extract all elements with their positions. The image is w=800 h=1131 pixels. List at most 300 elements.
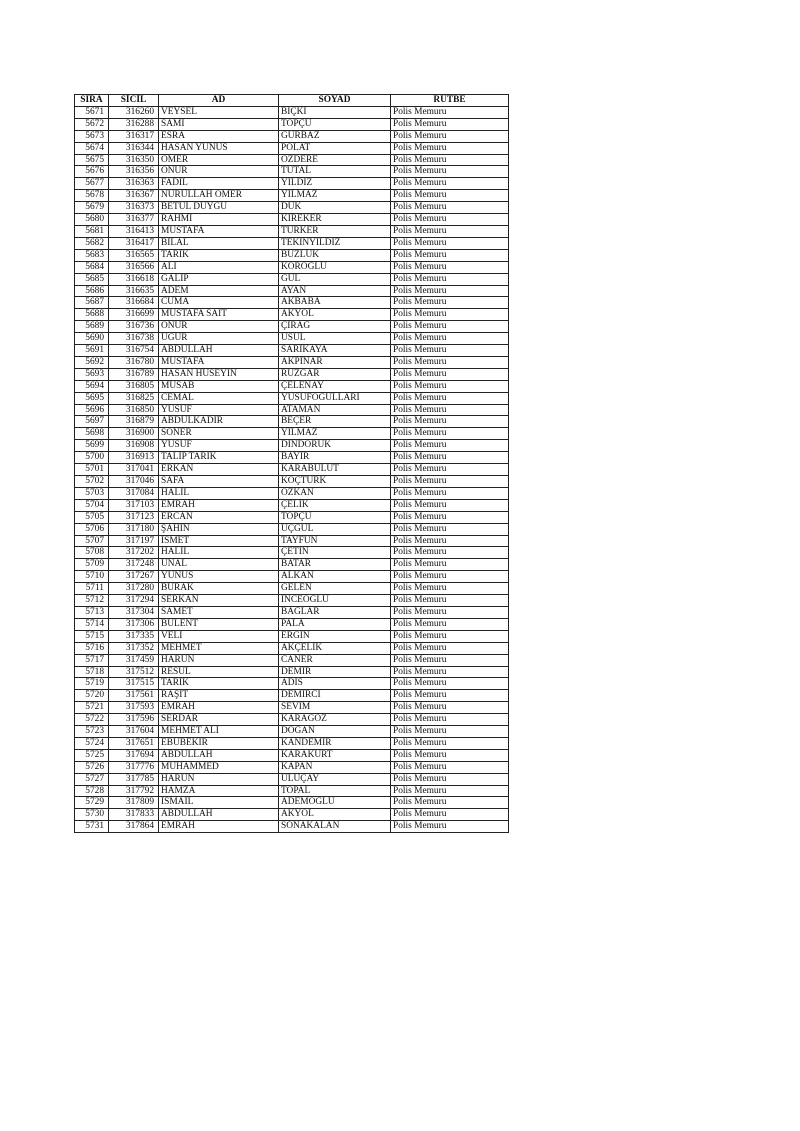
cell-sicil: 317792 [109, 785, 159, 797]
cell-sira: 5677 [75, 178, 109, 190]
table-row [75, 166, 509, 178]
cell-ad: MUSTAFA SAİT [159, 309, 279, 321]
cell-sira: 5675 [75, 154, 109, 166]
table-row [75, 356, 509, 368]
cell-sira: 5693 [75, 368, 109, 380]
cell-soyad: SONAKALAN [279, 821, 391, 833]
cell-sicil: 317604 [109, 726, 159, 738]
cell-soyad: TOPÇU [279, 118, 391, 130]
cell-sira: 5711 [75, 583, 109, 595]
cell-ad: ABDULKADİR [159, 416, 279, 428]
cell-sicil: 317280 [109, 583, 159, 595]
cell-ad: İSMAİL [159, 797, 279, 809]
table-row [75, 726, 509, 738]
table-row [75, 202, 509, 214]
table-row [75, 273, 509, 285]
cell-soyad: ÇETİN [279, 547, 391, 559]
cell-sira: 5725 [75, 749, 109, 761]
cell-sira: 5690 [75, 333, 109, 345]
cell-soyad: RÜZGAR [279, 368, 391, 380]
personnel-list-document [74, 94, 508, 833]
table-row [75, 499, 509, 511]
cell-sicil: 317561 [109, 690, 159, 702]
cell-sira: 5688 [75, 309, 109, 321]
header-rutbe: RÜTBE [391, 95, 509, 107]
cell-sira: 5685 [75, 273, 109, 285]
personnel-table [74, 94, 509, 833]
cell-sicil: 317294 [109, 595, 159, 607]
cell-ad: BÜLENT [159, 618, 279, 630]
cell-sicil: 317694 [109, 749, 159, 761]
cell-soyad: YILMAZ [279, 190, 391, 202]
cell-sira: 5695 [75, 392, 109, 404]
table-row [75, 214, 509, 226]
cell-rutbe: Polis Memuru [391, 178, 509, 190]
cell-sira: 5681 [75, 225, 109, 237]
cell-sicil: 317833 [109, 809, 159, 821]
cell-rutbe: Polis Memuru [391, 130, 509, 142]
cell-ad: SONER [159, 428, 279, 440]
cell-sira: 5687 [75, 297, 109, 309]
cell-sicil: 316344 [109, 142, 159, 154]
table-row [75, 678, 509, 690]
table-row [75, 225, 509, 237]
table-row [75, 535, 509, 547]
cell-soyad: TAYFUN [279, 535, 391, 547]
table-row [75, 345, 509, 357]
cell-rutbe: Polis Memuru [391, 368, 509, 380]
cell-rutbe: Polis Memuru [391, 309, 509, 321]
table-row [75, 630, 509, 642]
cell-soyad: YUSUFOĞULLARI [279, 392, 391, 404]
cell-sicil: 316635 [109, 285, 159, 297]
cell-sira: 5676 [75, 166, 109, 178]
cell-rutbe: Polis Memuru [391, 535, 509, 547]
cell-sira: 5715 [75, 630, 109, 642]
cell-rutbe: Polis Memuru [391, 749, 509, 761]
cell-rutbe: Polis Memuru [391, 737, 509, 749]
cell-rutbe: Polis Memuru [391, 345, 509, 357]
table-row [75, 642, 509, 654]
cell-sira: 5691 [75, 345, 109, 357]
cell-sira: 5710 [75, 571, 109, 583]
table-row [75, 380, 509, 392]
cell-rutbe: Polis Memuru [391, 690, 509, 702]
cell-soyad: TUTAL [279, 166, 391, 178]
cell-sicil: 317306 [109, 618, 159, 630]
cell-sicil: 317180 [109, 523, 159, 535]
cell-rutbe: Polis Memuru [391, 726, 509, 738]
table-row [75, 666, 509, 678]
table-row [75, 464, 509, 476]
cell-sira: 5699 [75, 440, 109, 452]
cell-ad: ONUR [159, 321, 279, 333]
cell-ad: YUSUF [159, 404, 279, 416]
cell-sira: 5674 [75, 142, 109, 154]
cell-soyad: ULUÇAY [279, 773, 391, 785]
table-header-row [75, 95, 509, 107]
cell-rutbe: Polis Memuru [391, 142, 509, 154]
cell-sira: 5730 [75, 809, 109, 821]
cell-rutbe: Polis Memuru [391, 249, 509, 261]
cell-soyad: DUK [279, 202, 391, 214]
cell-ad: SAMİ [159, 118, 279, 130]
cell-soyad: KOÇTÜRK [279, 476, 391, 488]
cell-ad: SERKAN [159, 595, 279, 607]
cell-rutbe: Polis Memuru [391, 559, 509, 571]
cell-sicil: 316780 [109, 356, 159, 368]
cell-sicil: 317776 [109, 761, 159, 773]
cell-rutbe: Polis Memuru [391, 761, 509, 773]
cell-sira: 5686 [75, 285, 109, 297]
cell-soyad: GELEN [279, 583, 391, 595]
cell-ad: CEMAL [159, 392, 279, 404]
cell-sicil: 317248 [109, 559, 159, 571]
cell-sicil: 316879 [109, 416, 159, 428]
cell-rutbe: Polis Memuru [391, 428, 509, 440]
cell-rutbe: Polis Memuru [391, 654, 509, 666]
cell-sicil: 317041 [109, 464, 159, 476]
cell-rutbe: Polis Memuru [391, 821, 509, 833]
cell-sicil: 316413 [109, 225, 159, 237]
cell-soyad: ÜÇGÜL [279, 523, 391, 535]
cell-rutbe: Polis Memuru [391, 237, 509, 249]
cell-sicil: 316754 [109, 345, 159, 357]
cell-rutbe: Polis Memuru [391, 452, 509, 464]
cell-soyad: DEMİR [279, 666, 391, 678]
cell-ad: BİLAL [159, 237, 279, 249]
cell-sira: 5722 [75, 714, 109, 726]
cell-ad: ÜNAL [159, 559, 279, 571]
cell-sicil: 316850 [109, 404, 159, 416]
cell-sira: 5714 [75, 618, 109, 630]
cell-soyad: DOĞAN [279, 726, 391, 738]
table-row [75, 737, 509, 749]
cell-soyad: KANDEMİR [279, 737, 391, 749]
cell-sira: 5701 [75, 464, 109, 476]
cell-ad: ABDULLAH [159, 345, 279, 357]
cell-rutbe: Polis Memuru [391, 476, 509, 488]
cell-ad: BURAK [159, 583, 279, 595]
cell-ad: HASAN YUNUS [159, 142, 279, 154]
cell-sicil: 316373 [109, 202, 159, 214]
cell-ad: HARUN [159, 654, 279, 666]
cell-soyad: BIÇKI [279, 106, 391, 118]
cell-rutbe: Polis Memuru [391, 225, 509, 237]
cell-sicil: 316377 [109, 214, 159, 226]
cell-rutbe: Polis Memuru [391, 618, 509, 630]
cell-ad: ALİ [159, 261, 279, 273]
cell-soyad: BEÇER [279, 416, 391, 428]
cell-sira: 5724 [75, 737, 109, 749]
cell-soyad: KÖROĞLU [279, 261, 391, 273]
cell-sicil: 317103 [109, 499, 159, 511]
cell-soyad: BAYIR [279, 452, 391, 464]
cell-rutbe: Polis Memuru [391, 606, 509, 618]
cell-ad: EMRAH [159, 702, 279, 714]
cell-sicil: 316908 [109, 440, 159, 452]
cell-ad: UĞUR [159, 333, 279, 345]
table-row [75, 702, 509, 714]
cell-soyad: USUL [279, 333, 391, 345]
cell-sicil: 317084 [109, 487, 159, 499]
table-row [75, 404, 509, 416]
cell-sira: 5706 [75, 523, 109, 535]
cell-rutbe: Polis Memuru [391, 285, 509, 297]
cell-rutbe: Polis Memuru [391, 273, 509, 285]
cell-rutbe: Polis Memuru [391, 404, 509, 416]
cell-soyad: AKYOL [279, 309, 391, 321]
cell-sira: 5717 [75, 654, 109, 666]
cell-sicil: 316363 [109, 178, 159, 190]
cell-sira: 5682 [75, 237, 109, 249]
cell-soyad: ÇELİK [279, 499, 391, 511]
cell-sicil: 317651 [109, 737, 159, 749]
cell-sira: 5703 [75, 487, 109, 499]
cell-soyad: ÖZDERE [279, 154, 391, 166]
table-row [75, 261, 509, 273]
cell-sicil: 317515 [109, 678, 159, 690]
cell-soyad: AKPINAR [279, 356, 391, 368]
table-row [75, 714, 509, 726]
cell-ad: MUSAB [159, 380, 279, 392]
table-row [75, 321, 509, 333]
cell-sicil: 317596 [109, 714, 159, 726]
cell-rutbe: Polis Memuru [391, 702, 509, 714]
cell-sira: 5692 [75, 356, 109, 368]
cell-sicil: 316288 [109, 118, 159, 130]
cell-sicil: 316565 [109, 249, 159, 261]
cell-rutbe: Polis Memuru [391, 547, 509, 559]
cell-ad: SERDAR [159, 714, 279, 726]
cell-ad: TARIK [159, 249, 279, 261]
cell-soyad: YILMAZ [279, 428, 391, 440]
cell-sira: 5709 [75, 559, 109, 571]
cell-sira: 5673 [75, 130, 109, 142]
cell-sira: 5712 [75, 595, 109, 607]
cell-rutbe: Polis Memuru [391, 487, 509, 499]
cell-ad: EMRAH [159, 499, 279, 511]
cell-ad: CUMA [159, 297, 279, 309]
cell-ad: EMRAH [159, 821, 279, 833]
cell-sira: 5684 [75, 261, 109, 273]
table-row [75, 797, 509, 809]
cell-ad: MUSTAFA [159, 356, 279, 368]
cell-sira: 5719 [75, 678, 109, 690]
table-row [75, 428, 509, 440]
cell-rutbe: Polis Memuru [391, 583, 509, 595]
cell-soyad: AKYOL [279, 809, 391, 821]
cell-sicil: 316913 [109, 452, 159, 464]
cell-ad: YUSUF [159, 440, 279, 452]
cell-sicil: 316825 [109, 392, 159, 404]
cell-rutbe: Polis Memuru [391, 666, 509, 678]
cell-ad: ERCAN [159, 511, 279, 523]
cell-sira: 5672 [75, 118, 109, 130]
cell-rutbe: Polis Memuru [391, 678, 509, 690]
cell-soyad: ATAMAN [279, 404, 391, 416]
cell-rutbe: Polis Memuru [391, 297, 509, 309]
cell-rutbe: Polis Memuru [391, 154, 509, 166]
cell-ad: FADIL [159, 178, 279, 190]
cell-sira: 5678 [75, 190, 109, 202]
cell-sira: 5671 [75, 106, 109, 118]
table-row [75, 773, 509, 785]
cell-soyad: DEMİRCİ [279, 690, 391, 702]
cell-soyad: KAPAN [279, 761, 391, 773]
cell-sicil: 317267 [109, 571, 159, 583]
table-row [75, 154, 509, 166]
cell-rutbe: Polis Memuru [391, 797, 509, 809]
cell-sira: 5698 [75, 428, 109, 440]
cell-sira: 5707 [75, 535, 109, 547]
table-row [75, 547, 509, 559]
cell-sira: 5726 [75, 761, 109, 773]
cell-sira: 5721 [75, 702, 109, 714]
cell-sira: 5689 [75, 321, 109, 333]
cell-soyad: BUZLUK [279, 249, 391, 261]
cell-soyad: AKÇELİK [279, 642, 391, 654]
table-row [75, 595, 509, 607]
table-row [75, 416, 509, 428]
cell-sicil: 317459 [109, 654, 159, 666]
table-row [75, 440, 509, 452]
table-row [75, 809, 509, 821]
cell-sicil: 316417 [109, 237, 159, 249]
cell-sicil: 317809 [109, 797, 159, 809]
cell-soyad: TEKİNYILDIZ [279, 237, 391, 249]
cell-sira: 5728 [75, 785, 109, 797]
cell-rutbe: Polis Memuru [391, 261, 509, 273]
cell-ad: VELİ [159, 630, 279, 642]
cell-sira: 5704 [75, 499, 109, 511]
table-row [75, 452, 509, 464]
cell-rutbe: Polis Memuru [391, 523, 509, 535]
cell-ad: NURULLAH ÖMER [159, 190, 279, 202]
cell-sira: 5720 [75, 690, 109, 702]
cell-sicil: 316317 [109, 130, 159, 142]
table-row [75, 476, 509, 488]
cell-soyad: AKBABA [279, 297, 391, 309]
cell-sira: 5697 [75, 416, 109, 428]
cell-sira: 5716 [75, 642, 109, 654]
cell-sicil: 316260 [109, 106, 159, 118]
cell-soyad: AYAN [279, 285, 391, 297]
cell-soyad: YILDIZ [279, 178, 391, 190]
table-row [75, 654, 509, 666]
header-sicil: SİCİL [109, 95, 159, 107]
cell-ad: RAŞİT [159, 690, 279, 702]
cell-rutbe: Polis Memuru [391, 440, 509, 452]
table-row [75, 749, 509, 761]
cell-soyad: KARABULUT [279, 464, 391, 476]
cell-soyad: TÜRKER [279, 225, 391, 237]
table-row [75, 559, 509, 571]
cell-soyad: ADİS [279, 678, 391, 690]
cell-sicil: 316900 [109, 428, 159, 440]
cell-sicil: 316350 [109, 154, 159, 166]
cell-sicil: 317123 [109, 511, 159, 523]
cell-ad: MEHMET ALİ [159, 726, 279, 738]
table-row [75, 785, 509, 797]
table-row [75, 118, 509, 130]
cell-sicil: 316805 [109, 380, 159, 392]
cell-sicil: 316684 [109, 297, 159, 309]
cell-ad: MEHMET [159, 642, 279, 654]
cell-ad: ONUR [159, 166, 279, 178]
cell-ad: BETÜL DUYGU [159, 202, 279, 214]
cell-ad: EBUBEKİR [159, 737, 279, 749]
cell-sira: 5680 [75, 214, 109, 226]
cell-ad: SAFA [159, 476, 279, 488]
cell-ad: VEYSEL [159, 106, 279, 118]
cell-ad: YUNUS [159, 571, 279, 583]
cell-ad: HARUN [159, 773, 279, 785]
cell-sira: 5683 [75, 249, 109, 261]
cell-soyad: İNCEOĞLU [279, 595, 391, 607]
cell-soyad: BATAR [279, 559, 391, 571]
table-row [75, 106, 509, 118]
cell-ad: GALİP [159, 273, 279, 285]
cell-sicil: 317046 [109, 476, 159, 488]
table-row [75, 297, 509, 309]
cell-sira: 5729 [75, 797, 109, 809]
cell-rutbe: Polis Memuru [391, 464, 509, 476]
cell-ad: SAMET [159, 606, 279, 618]
cell-ad: İSMET [159, 535, 279, 547]
table-row [75, 190, 509, 202]
table-row [75, 761, 509, 773]
cell-sicil: 317512 [109, 666, 159, 678]
cell-ad: HALİL [159, 487, 279, 499]
table-row [75, 178, 509, 190]
cell-sicil: 317197 [109, 535, 159, 547]
cell-sira: 5694 [75, 380, 109, 392]
cell-ad: RESUL [159, 666, 279, 678]
header-soyad: SOYAD [279, 95, 391, 107]
cell-soyad: KARAKURT [279, 749, 391, 761]
header-ad: AD [159, 95, 279, 107]
cell-sicil: 316736 [109, 321, 159, 333]
cell-rutbe: Polis Memuru [391, 714, 509, 726]
cell-sicil: 317352 [109, 642, 159, 654]
cell-sira: 5702 [75, 476, 109, 488]
cell-sicil: 317335 [109, 630, 159, 642]
cell-sicil: 316738 [109, 333, 159, 345]
cell-sicil: 316566 [109, 261, 159, 273]
cell-ad: HASAN HÜSEYİN [159, 368, 279, 380]
cell-ad: HAMZA [159, 785, 279, 797]
cell-soyad: ADEMOĞLU [279, 797, 391, 809]
cell-soyad: TOPAL [279, 785, 391, 797]
table-row [75, 333, 509, 345]
cell-sicil: 316618 [109, 273, 159, 285]
cell-rutbe: Polis Memuru [391, 630, 509, 642]
cell-rutbe: Polis Memuru [391, 118, 509, 130]
table-row [75, 142, 509, 154]
cell-sicil: 317304 [109, 606, 159, 618]
cell-soyad: ALKAN [279, 571, 391, 583]
cell-ad: TARIK [159, 678, 279, 690]
cell-sicil: 316367 [109, 190, 159, 202]
cell-ad: RAHMİ [159, 214, 279, 226]
cell-soyad: ÖZKAN [279, 487, 391, 499]
table-row [75, 523, 509, 535]
table-row [75, 511, 509, 523]
table-row [75, 309, 509, 321]
table-row [75, 606, 509, 618]
table-row [75, 249, 509, 261]
